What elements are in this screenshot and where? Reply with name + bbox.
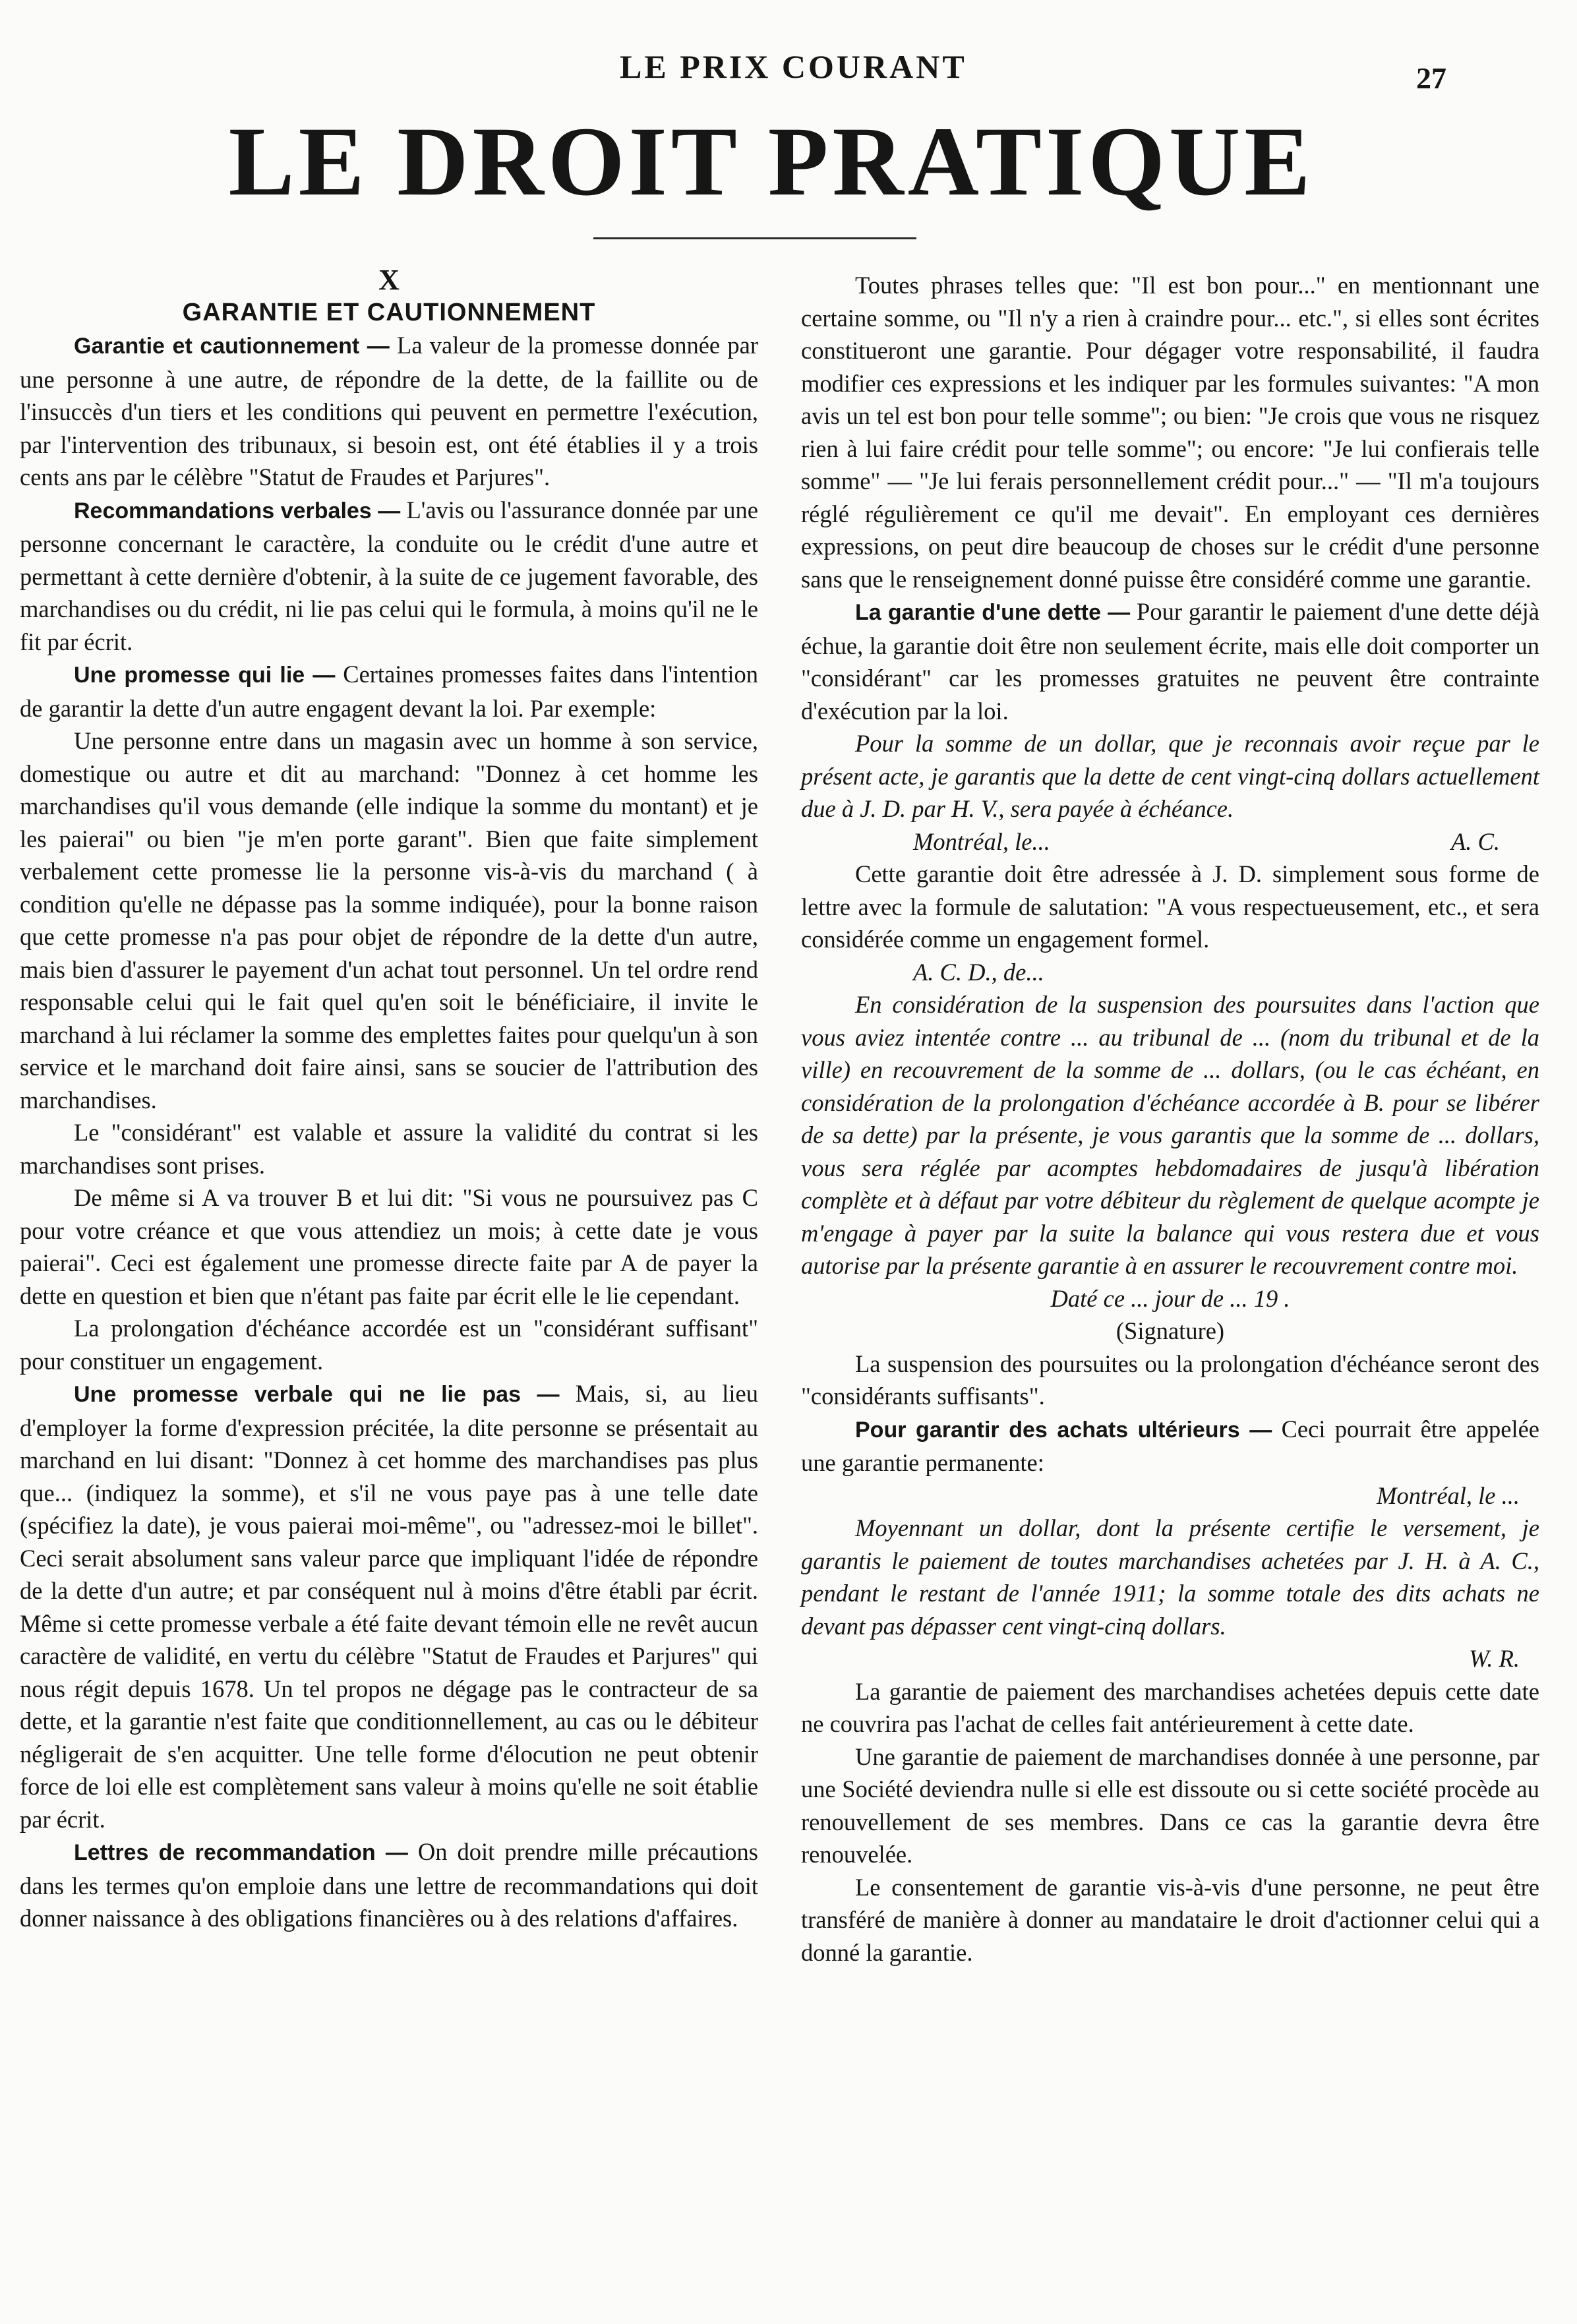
- paragraph: La garantie de paiement des marchandises achetées depuis cette date ne couvrira pas l'achat de celles fait antérieurement à cette date.: [801, 1677, 1539, 1737]
- paragraph-text: Pour garantir le paiement d'une dette déjà échue, la garantie doit être non seulement écrite, mais elle doit comporter un "considérant" car les promesses gratuites ne peuvent être contrainte d'exécution par la loi.: [801, 598, 1539, 725]
- paragraph: [20, 658, 758, 725]
- running-head: [0, 47, 1577, 100]
- paragraph-lead: Une promesse verbale qui ne lie pas —: [74, 1382, 560, 1407]
- paragraph: Le consentement de garantie vis-à-vis d'une personne, ne peut être transféré de manière à donner au mandataire le droit d'actionner celui qui a donné la garantie.: [801, 1873, 1539, 1966]
- paragraph-text: Mais, si, au lieu d'employer la forme d'expression précitée, la dite personne se présentait au marchand en lui disant: "Donnez à cet homme des marchandises pas plus que... (indiquez la somme), et s'il ne vous paye pas à une telle date (spécifiez la date), je vous paierai moi-même", ou "adressez-moi le billet". Ceci serait absolument sans valeur parce que impliquant l'idée de répondre de la dette d'un autre; et par conséquent nul à moins d'être établi par écrit. Même si cette promesse verbale a été faite devant témoin elle ne revêt aucun caractère de validité, en vertu du célèbre "Statut de Fraudes et Parjures" qui nous régit depuis 1678. Un tel propos ne dégage pas le contracteur de sa dette, et la garantie n'est faite que conditionnellement, au cas ou le débiteur négligerait de s'en acquitter. Une telle forme d'élocution ne peut obtenir force de loi elle est complètement sans valeur à moins qu'elle ne soit établie par écrit.: [20, 1380, 759, 1833]
- form-date: Daté ce ... jour de ... 19 .: [1050, 1284, 1290, 1312]
- section-title: GARANTIE ET CAUTIONNEMENT: [182, 298, 596, 326]
- paragraph-text: Ceci pourrait être appelée une garantie permanente:: [801, 1415, 1539, 1476]
- paragraph: [801, 595, 1539, 727]
- form-place: Montréal, le...: [913, 827, 1050, 855]
- paragraph-lead: Lettres de recommandation —: [74, 1840, 408, 1865]
- paragraph: [20, 329, 758, 494]
- paragraph: [20, 1181, 758, 1312]
- section-number: X: [378, 264, 400, 296]
- form-signature: A. C.: [1450, 827, 1500, 855]
- paragraph-lead: Une promesse qui lie —: [74, 663, 336, 688]
- form-signature: (Signature): [1116, 1317, 1225, 1344]
- paragraph: [20, 725, 758, 1116]
- paragraph-text: Une personne entre dans un magasin avec un homme à son service, domestique ou autre et dit au marchand: "Donnez à cet homme les marchandises qu'il vous demande (elle indique la somme du montant) et je les paierai" ou bien "je m'en porte garant". Bien que faite simplement verbalement cette promesse lie la personne vis-à-vis du marchand ( à condition qu'elle ne dépasse pas la somme indiquée), pour la bonne raison que cette promesse n'a pas pour objet de répondre de la dette d'un autre, mais bien d'assurer le payement d'un achat tout personnel. Un tel ordre rend responsable celui qui le fait quel qu'en soit le bénéficiaire, il invite le marchand à lui réclamer la somme des emplettes faites pour quelqu'un à son service et le marchand doit faire ainsi, sans se soucier de l'attribution des marchandises.: [20, 727, 758, 1114]
- paragraph-text: On doit prendre mille précautions dans les termes qu'on emploie dans une lettre de recommandations qui doit donner naissance à des obligations financières ou à des relations d'affaires.: [20, 1838, 758, 1932]
- journal-title: LE PRIX COURANT: [620, 48, 967, 85]
- paragraph: Une garantie de paiement de marchandises donnée à une personne, par une Société deviendra nulle si elle est dissoute ou si cette société procède au renouvellement de ses membres. Dans ce cas la garantie devra être renouvelée.: [801, 1743, 1539, 1868]
- paragraph-text: De même si A va trouver B et lui dit: "Si vous ne poursuivez pas C pour votre créance et que vous attendiez un mois; à cette date je vous paierai". Ceci est également une promesse directe faite par A de payer la dette en question et bien que n'étant pas faite par écrit elle le lie cependant.: [20, 1184, 758, 1309]
- paragraph: [20, 1312, 758, 1377]
- paragraph-text: L'avis ou l'assurance donnée par une personne concernant le caractère, la conduite ou le crédit d'une autre et permettant à cette dernière d'obtenir, à la suite de ce jugement favorable, des marchandises ou du crédit, ni lie pas celui qui le formula, à moins qu'il ne le fit par écrit.: [20, 496, 758, 655]
- paragraph-lead: Pour garantir des achats ultérieurs —: [855, 1417, 1272, 1443]
- paragraph-text: Le "considérant" est valable et assure la validité du contrat si les marchandises sont prises.: [20, 1119, 758, 1179]
- paragraph: [20, 494, 758, 659]
- title-rule: [593, 237, 916, 239]
- paragraph-lead: Recommandations verbales —: [74, 498, 401, 523]
- paragraph: [20, 1377, 758, 1835]
- guarantee-form: Pour la somme de un dollar, que je reconnais avoir reçue par le présent acte, je garantis que la dette de cent vingt-cinq dollars actuellement due à J. D. par H. V., sera payée à échéance.: [801, 730, 1539, 822]
- paragraph: [20, 1116, 758, 1181]
- form-heading: A. C. D., de...: [913, 958, 1044, 986]
- form-signature-line: [801, 825, 1539, 858]
- left-column: [20, 264, 758, 1935]
- paragraph: Toutes phrases telles que: "Il est bon pour..." en mentionnant une certaine somme, ou "Il n'y a rien à craindre pour... etc.", si elles sont écrites constitueront une garantie. Pour dégager votre responsabilité, il faudra modifier ces expressions et les indiquer par les formules suivantes: "A mon avis un tel est bon pour telle somme"; ou bien: "Je crois que vous ne risquez rien à lui faire crédit pour telle somme"; ou encore: "Je lui confierais telle somme" — "Je lui ferais personnellement crédit pour..." — "Il m'a toujours réglé régulièrement ce qu'il me devait". En employant ces dernières expressions, on peut dire beaucoup de choses sur le crédit d'une personne sans que le renseignement donné puisse être considéré comme une garantie.: [801, 272, 1539, 593]
- paragraph-lead: Garantie et cautionnement —: [74, 334, 390, 359]
- masthead: LE DROIT PRATIQUE: [228, 107, 1315, 216]
- paragraph-lead: La garantie d'une dette —: [855, 600, 1131, 625]
- paragraph: [801, 1413, 1539, 1479]
- form-signature: W. R.: [1469, 1645, 1520, 1672]
- right-column: [801, 269, 1539, 1969]
- paragraph-text: La valeur de la promesse donnée par une personne à une autre, de répondre de la dette, de la faillite ou de l'insuccès d'un tiers et les conditions qui peuvent en permettre l'exécution, par l'intervention des tribunaux, si besoin est, ont été établies il y a trois cents ans par le célèbre "Statut de Fraudes et Parjures".: [20, 332, 758, 491]
- guarantee-form: Moyennant un dollar, dont la présente certifie le versement, je garantis le paiement de toutes marchandises achetées par J. H. à A. C., pendant le restant de l'année 1911; la somme totale des dits achats ne devant pas dépasser cent vingt-cinq dollars.: [801, 1514, 1539, 1640]
- paragraph: Cette garantie doit être adressée à J. D. simplement sous forme de lettre avec la formule de salutation: "A vous respectueusement, etc., et sera considérée comme un engagement formel.: [801, 860, 1539, 953]
- paragraph: La suspension des poursuites ou la prolongation d'échéance seront des "considérants suffisants".: [801, 1350, 1539, 1410]
- paragraph: [20, 1835, 758, 1935]
- guarantee-form: En considération de la suspension des poursuites dans l'action que vous aviez intentée contre ... au tribunal de ... (nom du tribunal et de la ville) en recouvrement de la somme de ... dollars, (ou le cas échéant, en considération de la prolongation d'échéance accordée à B. pour se libérer de sa dette) par la présente, je vous garantis que la somme de ... dollars, vous sera réglée par acomptes hebdomadaires de jusqu'à libération complète et à défaut par votre débiteur du règlement de quelque acompte je m'engage à payer par la suite la balance qui vous restera due et vous autorise par la présente garantie à en assurer le recouvrement contre moi.: [801, 991, 1539, 1279]
- paragraph-text: Certaines promesses faites dans l'intention de garantir la dette d'un autre engagent devant la loi. Par exemple:: [20, 661, 758, 722]
- form-place: Montréal, le ...: [1377, 1481, 1520, 1509]
- paragraph-text: La prolongation d'échéance accordée est un "considérant suffisant" pour constituer un engagement.: [20, 1315, 758, 1375]
- page-number: 27: [1416, 61, 1446, 95]
